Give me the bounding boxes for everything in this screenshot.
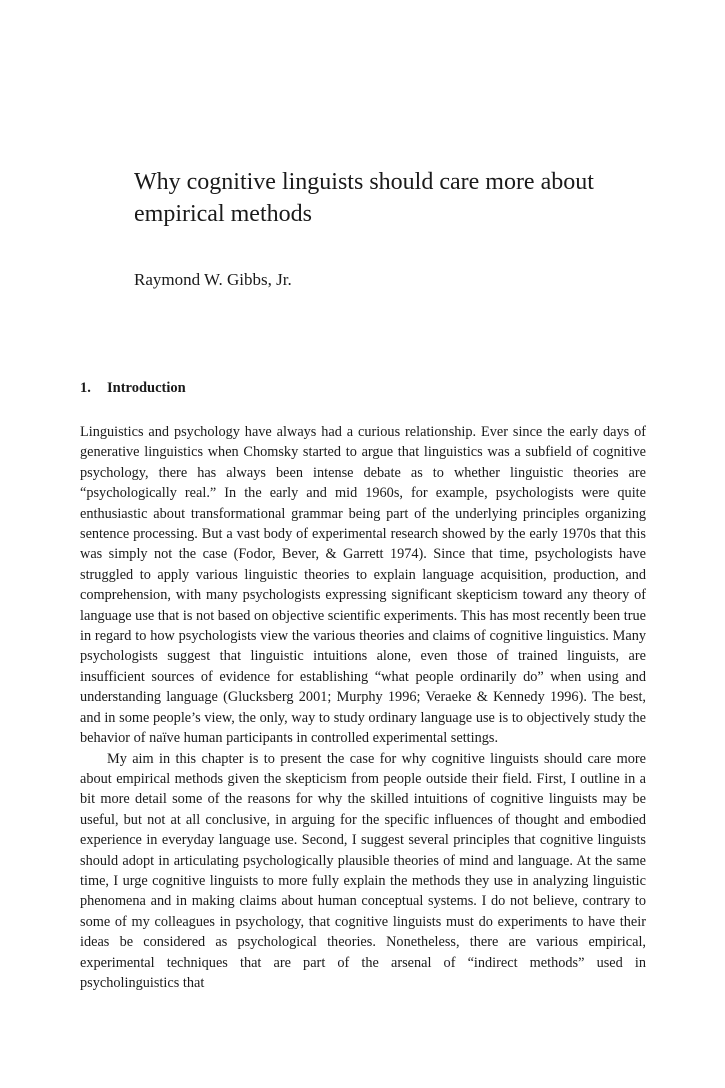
body-text: [80, 422, 646, 993]
section-heading: [80, 380, 186, 397]
section-number: 1.: [80, 380, 91, 396]
chapter-title: Why cognitive linguists should care more about empirical methods: [134, 169, 594, 227]
paragraph: Linguistics and psychology have always had a curious relationship. Ever since the early days of generative linguistics when Chomsky started to argue that linguistics was a subfield of cognitive psychology, there has always been intense debate as to whether linguistic theories are “psychologically real.” In the early and mid 1960s, for example, psychologists were quite enthusiastic about transformational grammar being part of the underlying principles organizing sentence processing. But a vast body of experimental research showed by the early 1970s that this was simply not the case (Fodor, Bever, & Garrett 1974). Since that time, psychologists have struggled to apply various linguistic theories to explain language acquisition, production, and comprehension, with many psychologists expressing significant skepticism toward any theory of language use that is not based on objective scientific experiments. This has most recently been true in regard to how psychologists view the various theories and claims of cognitive linguistics. Many psychologists suggest that linguistic intuitions alone, even those of trained linguists, are insufficient sources of evidence for establishing “what people ordinarily do” when using and understanding language (Glucksberg 2001; Murphy 1996; Veraeke & Kennedy 1996). The best, and in some people’s view, the only, way to study ordinary language use is to objectively study the behavior of naïve human participants in controlled experimental settings.: [80, 424, 646, 747]
section-title: Introduction: [107, 380, 186, 396]
paragraph: My aim in this chapter is to present the case for why cognitive linguists should care more about empirical methods given the skepticism from people outside their field. First, I outline in a bit more detail some of the reasons for why the skilled intuitions of cognitive linguists may be useful, but not at all conclusive, in arguing for the specific influences of thought and embodied experience in everyday language use. Second, I suggest several principles that cognitive linguists should adopt in articulating psychologically plausible theories of mind and language. At the same time, I urge cognitive linguists to more fully explain the methods they use in analyzing linguistic phenomena and in making claims about human conceptual systems. I do not believe, contrary to some of my colleagues in psychology, that cognitive linguists must do experiments to have their ideas be considered as psychological theories. Nonetheless, there are various empirical, experimental techniques that are part of the arsenal of “indirect methods” used in psycholinguistics that: [80, 750, 646, 991]
author-name: Raymond W. Gibbs, Jr.: [134, 270, 292, 289]
